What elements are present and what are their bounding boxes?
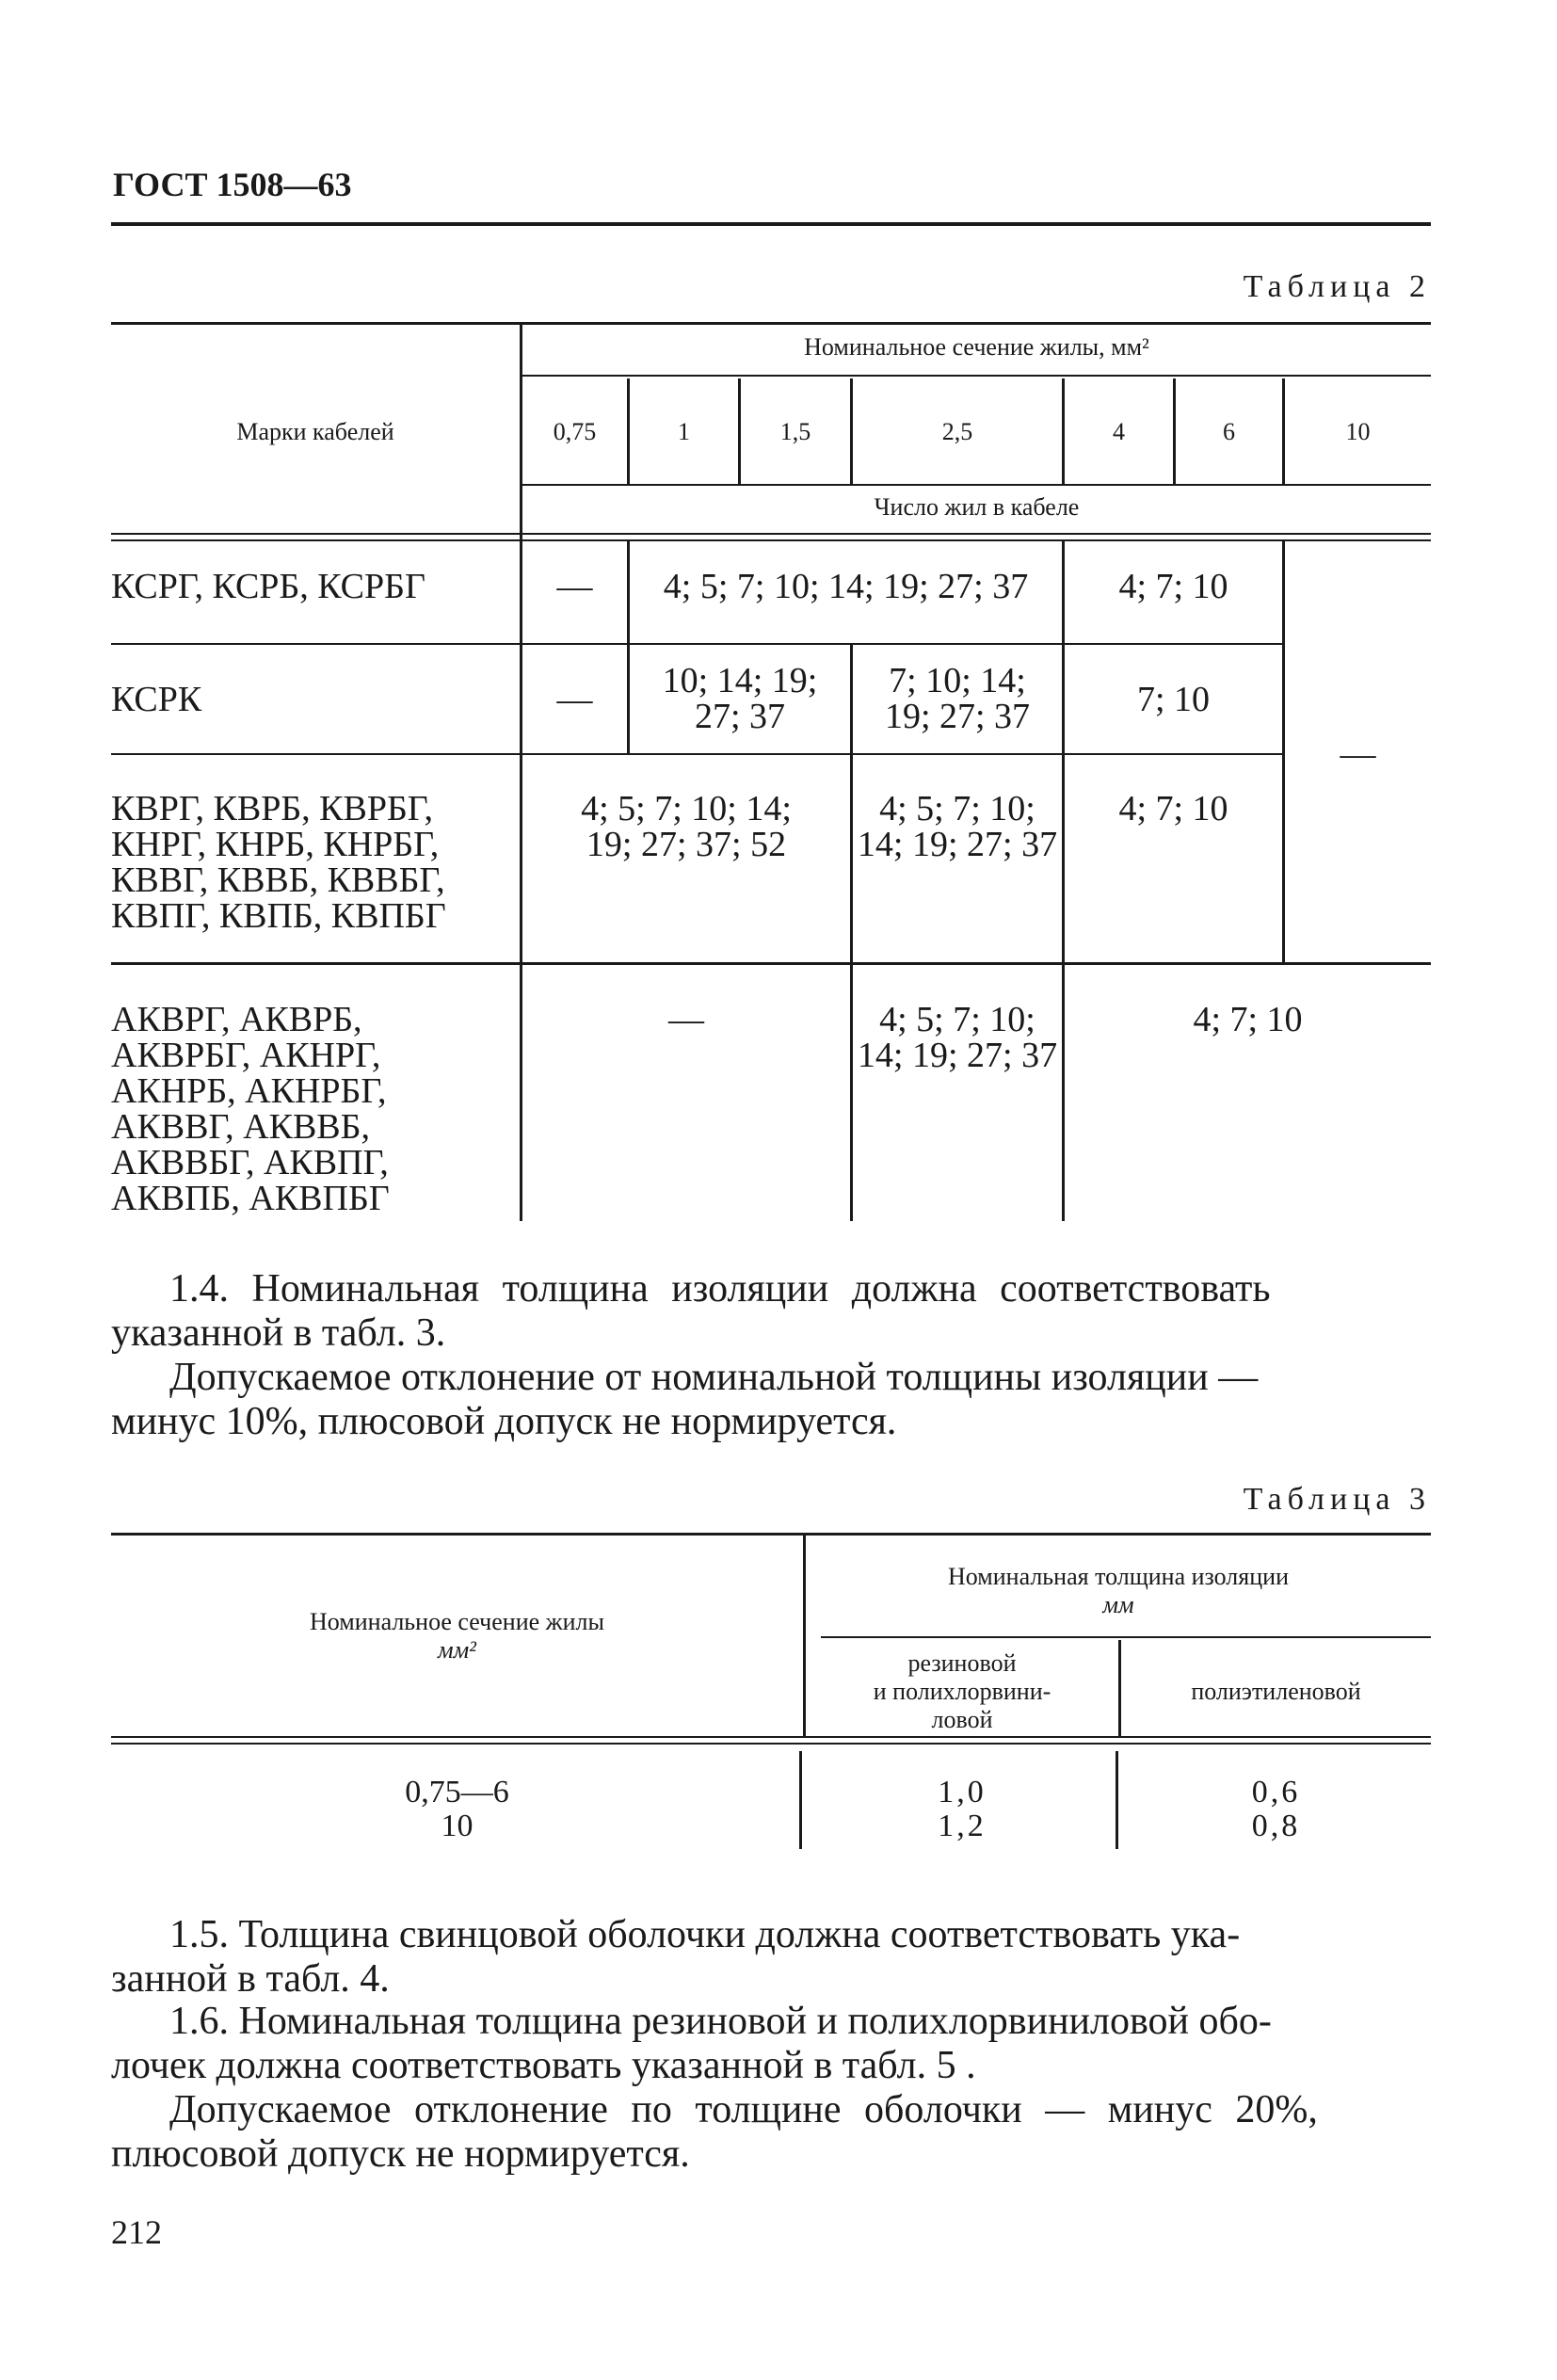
row2-0-75: — [556,680,593,719]
table3-caption: Таблица 3 [1243,1482,1431,1517]
row4-4-to-10: 4; 7; 10 [1193,1000,1303,1039]
table3-col3-values: 0,6 0,8 [1251,1775,1301,1843]
table3-group-header: Номинальная толщина изоляции мм [948,1563,1289,1618]
row3-4-6: 4; 7; 10 [1118,789,1228,828]
row3-2-5: 4; 5; 7; 10; 14; 19; 27; 37 [857,789,1058,864]
table3-col2-values: 1,0 1,2 [938,1775,987,1843]
section-group-header: Номинальное сечение жилы, мм² [804,333,1149,361]
rows1-3-section-10: — [1340,734,1376,774]
row4-0-75-to-1-5: — [668,1000,704,1039]
row3-0-75-to-1-5: 4; 5; 7; 10; 14; 19; 27; 37; 52 [581,789,792,864]
document-header: ГОСТ 1508—63 [113,166,352,203]
row2-1-1-5: 10; 14; 19; 27; 37 [662,661,818,736]
row4-brands: АКВРГ, АКВРБ, АКВРБГ, АКНРГ, АКНРБ, АКНРБГ, АКВВГ, АКВВБ, АКВВБГ, АКВПГ, АКВПБ, АКВПБГ [111,1000,390,1218]
section-1: 1 [678,418,690,445]
paragraph-1-4: 1.4. Номинальная толщина изоляции должна соответствовать указанной в табл. 3. Допускаемое отклонение от номинальной толщины изоляции — минус 10%, плюсовой допуск не нормируется. [111,1267,1271,1443]
row1-0-75: — [556,567,593,606]
brand-column-header: Марки кабелей [236,418,394,445]
section-1-5: 1,5 [779,418,811,445]
cores-group-header: Число жил в кабеле [874,493,1080,521]
paragraph-1-6: 1.6. Номинальная толщина резиновой и полихлорвиниловой обо- лочек должна соответствовать указанной в табл. 5 . Допускаемое отклонение по толщине оболочки — минус 20%, плюсовой допуск не нормируется. [111,2000,1318,2176]
row1-brands: КСРГ, КСРБ, КСРБГ [111,567,425,606]
row3-brands: КВРГ, КВРБ, КВРБГ, КНРГ, КНРБ, КНРБГ, КВВГ, КВВБ, КВВБГ, КВПГ, КВПБ, КВПБГ [111,789,446,936]
table3-col3-header: полиэтиленовой [1191,1678,1361,1705]
section-0-75: 0,75 [553,418,597,445]
row1-1-to-2-5: 4; 5; 7; 10; 14; 19; 27; 37 [663,567,1029,606]
section-4: 4 [1113,418,1125,445]
table2-caption: Таблица 2 [1243,269,1431,304]
row4-2-5: 4; 5; 7; 10; 14; 19; 27; 37 [857,1000,1058,1075]
section-2-5: 2,5 [941,418,973,445]
section-6: 6 [1223,418,1235,445]
header-rule [111,222,1431,226]
row2-4-6: 7; 10 [1136,680,1211,719]
table3-col2-header: резиновой и полихлорвини- ловой [873,1649,1051,1733]
row2-2-5: 7; 10; 14; 19; 27; 37 [884,661,1031,736]
table3-col1-header: Номинальное сечение жилы мм² [310,1608,604,1664]
row2-brands: КСРК [111,680,202,719]
row1-4-6: 4; 7; 10 [1118,567,1228,606]
section-10: 10 [1345,418,1371,445]
page-number: 212 [111,2213,162,2251]
table3-col1-values: 0,75—6 10 [405,1775,509,1843]
paragraph-1-5: 1.5. Толщина свинцовой оболочки должна соответствовать ука- занной в табл. 4. [111,1913,1241,2001]
